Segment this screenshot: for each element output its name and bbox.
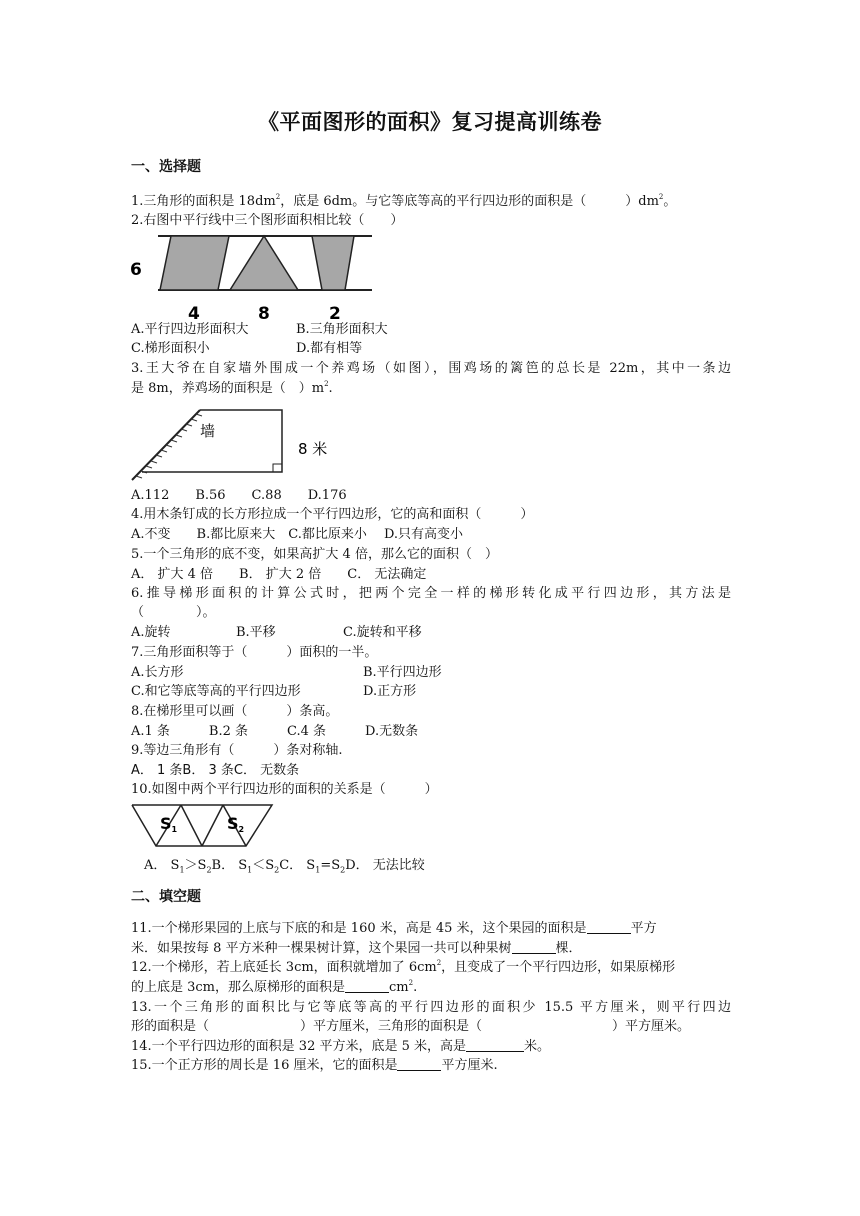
wall-label: 墙 — [200, 422, 216, 440]
q2-option-d: D.都有相等 — [296, 341, 363, 356]
question-1: 1.三角形的面积是 $18dm^2$，底是 6dm。与它等底等高的平行四边形的面积是（ ）$dm^2$。 — [131, 193, 677, 209]
q11-blank-area[interactable] — [587, 920, 631, 934]
question-10: 10.如图中两个平行四边形的面积的关系是（ ） — [131, 782, 438, 797]
wall-hatching — [136, 414, 202, 478]
question-12-line1: 12.一个梯形，若上底延长 3cm，面积就增加了 $6cm^2$，且变成了一个平行四边形，如果原梯形 — [131, 959, 676, 975]
fence-outline — [142, 410, 282, 472]
question-11-line2: 米．如果按每 8 平方米种一棵果树计算，这个果园一共可以种果树 棵． — [131, 941, 582, 956]
section-fill-heading: 二、填空题 — [131, 889, 201, 905]
question-3-line1: 3.王大爷在自家墙外围成一个养鸡场（如图），围鸡场的篱笆的总长是 22m，其中一条边 — [131, 361, 731, 376]
q14-blank-height[interactable] — [466, 1038, 524, 1052]
question-3-line2: 是 8m，养鸡场的面积是（ ）$m^2$. — [131, 380, 333, 396]
q9-options: A． 1 条B． 3 条C． 无数条 — [131, 763, 300, 778]
question-8: 8.在梯形里可以画（ ）条高。 — [131, 704, 339, 719]
right-angle-mark — [273, 464, 282, 472]
question-12-line2: 的上底是 3cm，那么原梯形的面积是 $cm^2$. — [131, 979, 418, 995]
q7-option-d: D.正方形 — [363, 684, 417, 699]
question-6-line1: 6.推导梯形面积的计算公式时，把两个完全一样的梯形转化成平行四边形，其方法是 — [131, 586, 731, 601]
q8-options: A.1 条 B.2 条 C.4 条 D.无数条 — [131, 724, 419, 739]
q6-option-a: A.旋转 — [131, 625, 171, 640]
q7-option-c: C.和它等底等高的平行四边形 — [131, 684, 301, 699]
q4-options: A.不变 B.都比原来大 C.都比原来小 D.只有高变小 — [131, 527, 464, 542]
base-label-left: 4 — [188, 304, 200, 322]
shared-edge-left — [181, 805, 202, 846]
question-2: 2.右图中平行线中三个图形面积相比较（ ） — [131, 213, 404, 228]
q3-options: A.112 B.56 C.88 D.176 — [131, 488, 347, 503]
parallel-lines-figure — [126, 230, 376, 322]
shared-edge-right — [202, 805, 223, 846]
q2-option-a: A.平行四边形面积大 — [131, 322, 249, 337]
q2-option-b: B.三角形面积大 — [296, 322, 388, 337]
question-14: 14.一个平行四边形的面积是 32 平方米，底是 5 米，高是 米。 — [131, 1039, 551, 1054]
q10-options: A． $S_1>S_2B$． $S_1<S_2C$． $S_1=S_2D$． 无法比较 — [144, 858, 425, 875]
q5-options: A． 扩大 4 倍 B． 扩大 2 倍 C． 无法确定 — [131, 567, 427, 582]
question-13-line2: 形的面积是（ ）平方厘米，三角形的面积是（ ）平方厘米。 — [131, 1019, 691, 1034]
base-label-right: 2 — [329, 304, 341, 322]
side-length-label: 8 米 — [298, 440, 328, 458]
base-label-middle: 8 — [258, 304, 270, 322]
parallelogram-shape — [160, 236, 229, 290]
q11-blank-trees[interactable] — [512, 940, 556, 954]
q6-option-b: B.平移 — [236, 625, 276, 640]
q6-option-c: C.旋转和平移 — [343, 625, 422, 640]
s2-label: S2 — [227, 814, 245, 834]
question-7: 7.三角形面积等于（ ）面积的一半。 — [131, 645, 378, 660]
question-4: 4.用木条钉成的长方形拉成一个平行四边形，它的高和面积（ ） — [131, 507, 534, 522]
two-parallelograms-figure — [130, 803, 275, 848]
s1-label: S1 — [160, 814, 178, 834]
question-9: 9.等边三角形有（ ）条对称轴. — [131, 743, 343, 758]
q7-option-a: A.长方形 — [131, 665, 184, 680]
question-11-line1: 11.一个梯形果园的上底与下底的和是 160 米，高是 45 米，这个果园的面积是 平方 — [131, 921, 657, 936]
height-label: 6 — [130, 260, 142, 280]
section-choice-heading: 一、选择题 — [131, 159, 201, 175]
chicken-coop-figure — [130, 406, 340, 484]
question-13-line1: 13.一个三角形的面积比与它等底等高的平行四边形的面积少 15.5 平方厘米，则平行四边 — [131, 1000, 731, 1015]
trapezoid-shape — [312, 236, 354, 290]
triangle-shape — [230, 236, 298, 290]
q7-option-b: B.平行四边形 — [363, 665, 442, 680]
page-title: 《平面图形的面积》复习提高训练卷 — [258, 110, 602, 134]
q15-blank-area[interactable] — [397, 1057, 441, 1071]
q2-option-c: C.梯形面积小 — [131, 341, 210, 356]
outer-outline — [132, 805, 272, 846]
question-15: 15.一个正方形的周长是 16 厘米，它的面积是 平方厘米. — [131, 1058, 498, 1073]
question-6-line2: （ ）。 — [131, 605, 216, 620]
question-5: 5.一个三角形的底不变，如果高扩大 4 倍，那么它的面积（ ） — [131, 547, 498, 562]
q12-blank-area[interactable] — [345, 979, 389, 993]
